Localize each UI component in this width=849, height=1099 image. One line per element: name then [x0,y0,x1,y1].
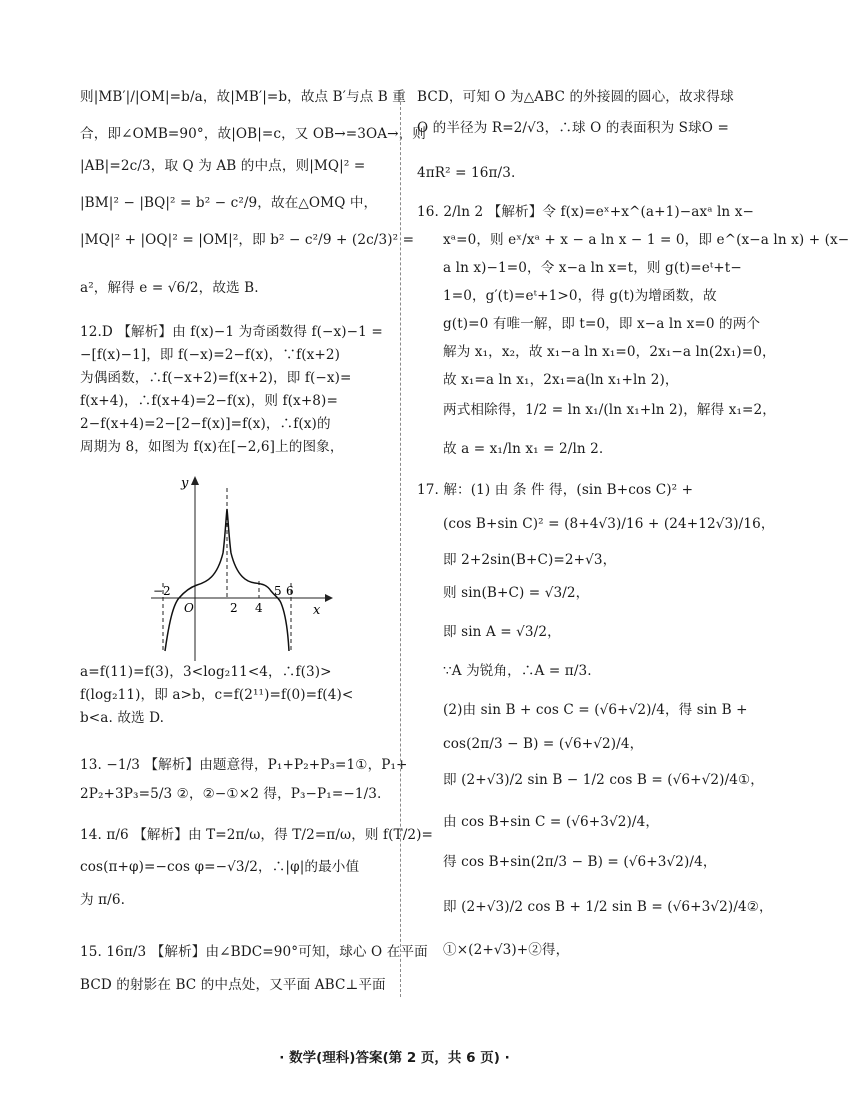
right-column-line: xᵃ=0，则 eˣ/xᵃ + x − a ln x − 1 = 0，即 e^(x−a ln x) + (x− [443,232,849,248]
left-column-line: f(log₂11)，即 a>b，c=f(2¹¹)=f(0)=f(4)< [80,687,354,703]
tick-label-5: 5 [274,584,282,598]
left-column-line: |BM|² − |BQ|² = b² − c²/9，故在△OMQ 中， [80,195,378,211]
left-column-line: 15. 16π/3 【解析】由∠BDC=90°可知，球心 O 在平面 [80,944,428,960]
right-column-line: BCD，可知 O 为△ABC 的外接圆的圆心，故求得球 [417,89,734,105]
right-column-line: 即 (2+√3)/2 cos B + 1/2 sin B = (√6+3√2)/4②， [443,899,773,915]
tick-label-6: 6 [286,584,294,598]
left-column-line: a²，解得 e = √6/2，故选 B. [80,280,259,296]
x-axis-arrow-icon [325,594,333,602]
left-column-line: 周期为 8，如图为 f(x)在[−2,6]上的图象， [80,439,344,455]
tick-label-2: 2 [230,601,238,615]
page-footer: · 数学(理科)答案(第 2 页，共 6 页) · [279,1050,510,1066]
right-column-line: 解为 x₁，x₂，故 x₁−a ln x₁=0，2x₁−a ln(2x₁)=0， [443,344,776,360]
left-column-line: 为偶函数，∴f(−x+2)=f(x+2)，即 f(−x)= [80,370,352,386]
right-column-line: ①×(2+√3)+②得， [443,942,570,958]
right-column-line: 由 cos B+sin C = (√6+3√2)/4， [443,814,660,830]
left-column-line: f(x+4)，∴f(x+4)=2−f(x)，则 f(x+8)= [80,393,338,409]
right-column-line: 17. 解：(1) 由 条 件 得，(sin B+cos C)² + [417,482,694,498]
right-column-line: 16. 2/ln 2 【解析】令 f(x)=eˣ+x^(a+1)−axᵃ ln x− [417,204,754,220]
right-column-line: (2)由 sin B + cos C = (√6+√2)/4，得 sin B + [443,702,748,718]
left-column-line: 13. −1/3 【解析】由题意得，P₁+P₂+P₃=1①，P₁+ [80,757,408,773]
right-column-line: 1=0，g′(t)=eᵗ+1>0，得 g(t)为增函数，故 [443,288,717,304]
left-column-line: 14. π/6 【解析】由 T=2π/ω，得 T/2=π/ω，则 f(T/2)= [80,827,434,843]
left-column-line: −[f(x)−1]，即 f(−x)=2−f(x)，∵f(x+2) [80,347,341,363]
right-column-line: 故 a = x₁/ln x₁ = 2/ln 2. [443,441,604,457]
origin-label: O [184,601,194,615]
left-column-line: cos(π+φ)=−cos φ=−√3/2，∴|φ|的最小值 [80,859,360,875]
right-column-line: 即 2+2sin(B+C)=2+√3， [443,552,617,568]
left-column-line: BCD 的射影在 BC 的中点处，又平面 ABC⊥平面 [80,977,386,993]
left-column-line: b<a. 故选 D. [80,710,165,726]
right-column-line: cos(2π/3 − B) = (√6+√2)/4， [443,736,644,752]
column-divider [400,92,401,997]
left-column-line: 为 π/6. [80,892,125,908]
right-column-line: 得 cos B+sin(2π/3 − B) = (√6+3√2)/4， [443,854,717,870]
left-column-line: 合，即∠OMB=90°，故|OB|=c，又 OB→=3OA→，则 [80,126,427,142]
right-column-line: 即 (2+√3)/2 sin B − 1/2 cos B = (√6+√2)/4①， [443,772,764,788]
x-axis-label: x [313,603,321,618]
right-column-line: 故 x₁=a ln x₁，2x₁=a(ln x₁+ln 2)， [443,372,679,388]
left-column-line: 12.D 【解析】由 f(x)−1 为奇函数得 f(−x)−1 = [80,324,383,340]
left-column-line: |MQ|² + |OQ|² = |OM|²，即 b² − c²/9 + (2c/3)² = [80,232,415,248]
left-column-line: a=f(11)=f(3)，3<log₂11<4，∴f(3)> [80,664,332,680]
left-column-line: 2P₂+3P₃=5/3 ②，②−①×2 得，P₃−P₁=−1/3. [80,786,382,802]
right-column-line: O 的半径为 R=2/√3，∴球 O 的表面积为 S球O = [417,120,729,136]
right-column-line: g(t)=0 有唯一解，即 t=0，即 x−a ln x=0 的两个 [443,316,761,332]
right-column-line: (cos B+sin C)² = (8+4√3)/16 + (24+12√3)/16， [443,516,775,532]
right-column-line: ∵A 为锐角，∴A = π/3. [443,663,592,679]
y-axis-label: y [181,476,189,491]
function-graph [145,473,335,663]
right-column-line: 4πR² = 16π/3. [417,165,516,181]
left-column-line: 则|MB′|/|OM|=b/a，故|MB′|=b，故点 B′与点 B 重 [80,89,406,105]
left-column-line: 2−f(x+4)=2−[2−f(x)]=f(x)，∴f(x)的 [80,416,331,432]
right-column-line: 则 sin(B+C) = √3/2， [443,585,590,601]
tick-label-neg2: −2 [153,584,171,598]
y-axis-arrow-icon [191,476,199,485]
right-column-line: 即 sin A = √3/2， [443,624,561,640]
left-column-line: |AB|=2c/3，取 Q 为 AB 的中点，则|MQ|² = [80,158,366,174]
right-column-line: 两式相除得，1/2 = ln x₁/(ln x₁+ln 2)，解得 x₁=2， [443,402,776,418]
tick-label-4: 4 [255,601,263,615]
right-column-line: a ln x)−1=0，令 x−a ln x=t，则 g(t)=eᵗ+t− [443,260,742,276]
